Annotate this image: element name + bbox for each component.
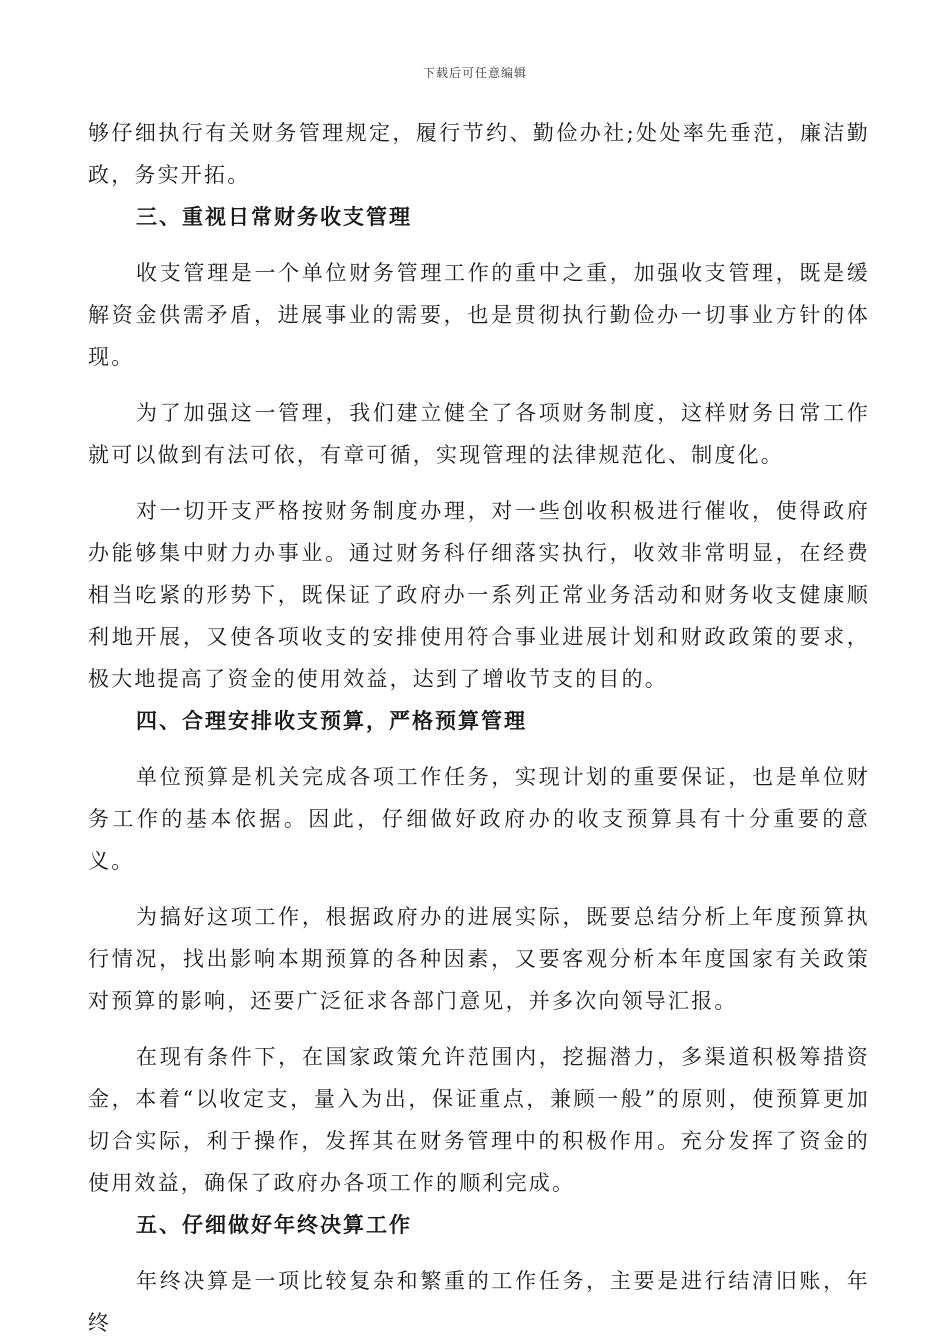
paragraph-unit-budget: 单位预算是机关完成各项工作任务，实现计划的重要保证，也是单位财务工作的基本依据。因此，仔细做好政府办的收支预算具有十分重要的意义。: [88, 765, 870, 873]
paragraph-final-accounts: 年终决算是一项比较复杂和繁重的工作任务，主要是进行结清旧账，年终: [88, 1269, 870, 1335]
paragraph-income-expense: 收支管理是一个单位财务管理工作的重中之重，加强收支管理，既是缓解资金供需矛盾，进展事业的需要，也是贯彻执行勤俭办一切事业方针的体现。: [88, 261, 870, 369]
section-heading-4: 四、合理安排收支预算，严格预算管理: [136, 709, 527, 733]
paragraph-financial-system: 为了加强这一管理，我们建立健全了各项财务制度，这样财务日常工作就可以做到有法可依，有章可循，实现管理的法律规范化、制度化。: [88, 401, 870, 467]
paragraph-expenditure-control: 对一切开支严格按财务制度办理，对一些创收积极进行催收，使得政府办能够集中财力办事业。通过财务科仔细落实执行，收效非常明显，在经费相当吃紧的形势下，既保证了政府办一系列正常业务活动和财务收支健康顺利地开展，又使各项收支的安排使用符合事业进展计划和财政政策的要求，极大地提高了资金的使用效益，达到了增收节支的目的。: [88, 499, 870, 691]
paragraph-budget-principle: 在现有条件下，在国家政策允许范围内，挖掘潜力，多渠道积极筹措资金，本着“以收定支，量入为出，保证重点，兼顾一般”的原则，使预算更加切合实际，利于操作，发挥其在财务管理中的积极作用。充分发挥了资金的使用效益，确保了政府办各项工作的顺利完成。: [88, 1045, 870, 1195]
paragraph-continuation: 够仔细执行有关财务管理规定，履行节约、勤俭办社;处处率先垂范，廉洁勤政，务实开拓。: [88, 121, 870, 187]
section-heading-3: 三、重视日常财务收支管理: [136, 205, 412, 229]
document-body: [88, 112, 870, 1344]
section-heading-5: 五、仔细做好年终决算工作: [136, 1213, 412, 1237]
paragraph-budget-analysis: 为搞好这项工作，根据政府办的进展实际，既要总结分析上年度预算执行情况，找出影响本期预算的各种因素，又要客观分析本年度国家有关政策对预算的影响，还要广泛征求各部门意见，并多次向领导汇报。: [88, 905, 870, 1013]
page-header: 下载后可任意编辑: [422, 66, 527, 80]
